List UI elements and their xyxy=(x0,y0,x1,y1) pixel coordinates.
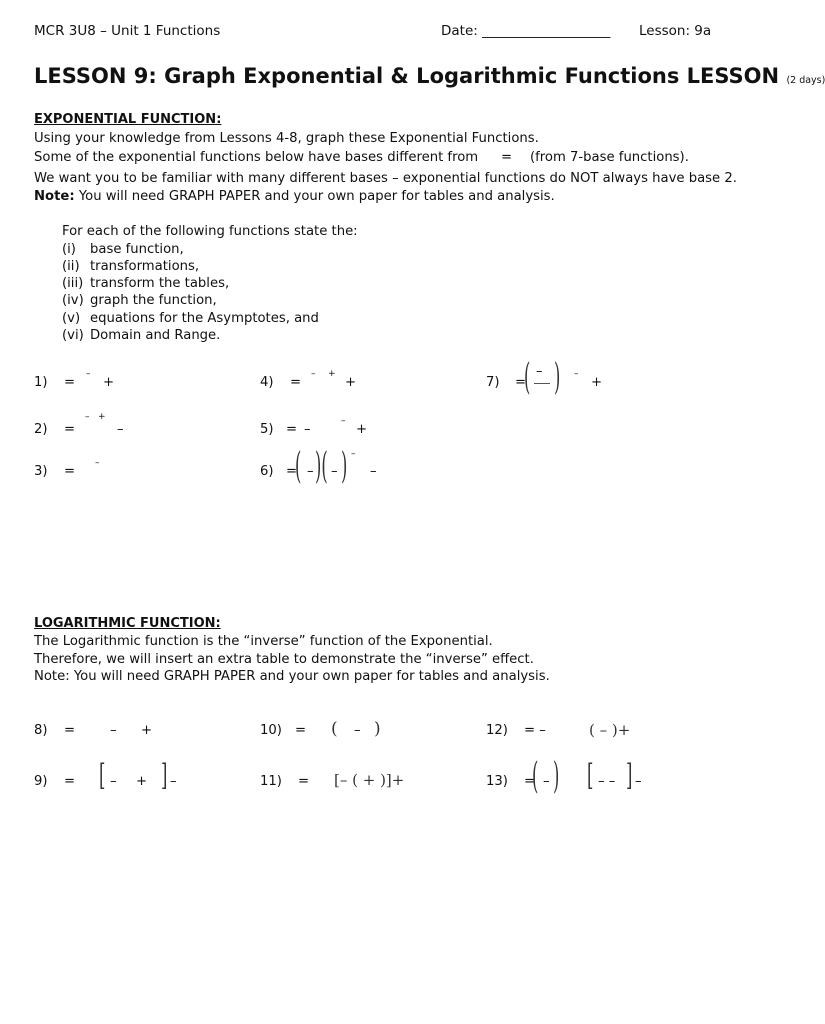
problem-9-number: 9) xyxy=(34,774,48,789)
instruction-item: (iii) transform the tables, xyxy=(62,276,230,291)
problem-10-equals: = xyxy=(295,723,307,738)
problem-5-exponent: – xyxy=(341,416,346,426)
problem-13-paren-open: ( xyxy=(532,756,539,797)
problem-8-term-a: – xyxy=(110,723,117,738)
problem-4-number: 4) xyxy=(260,375,274,390)
problem-6-paren-open: ( xyxy=(295,446,302,487)
problem-4-equals: = xyxy=(290,375,302,390)
problem-7-exponent: – xyxy=(574,369,579,379)
problem-12-number: 12) xyxy=(486,723,508,738)
instruction-item: (ii) transformations, xyxy=(62,259,200,274)
problem-9-term-b: + xyxy=(136,774,148,789)
problem-11-equals: = xyxy=(298,774,310,789)
problem-7-paren-close: ) xyxy=(554,357,561,398)
problem-5-operator: + xyxy=(356,422,368,437)
problem-2-equals: = xyxy=(64,422,76,437)
problem-9-bracket-close: ] xyxy=(161,758,168,793)
problem-7-fraction-bar xyxy=(534,383,550,384)
course-label: MCR 3U8 – Unit 1 Functions xyxy=(34,23,221,39)
problem-13-equals: = xyxy=(524,774,536,789)
problem-8-number: 8) xyxy=(34,723,48,738)
problem-6-paren-close: ) xyxy=(341,446,348,487)
problem-2-exponent-a: – xyxy=(85,412,90,422)
problem-12-equals: = – xyxy=(524,723,546,738)
problem-9-term-a: – xyxy=(110,774,117,789)
problem-13-number: 13) xyxy=(486,774,508,789)
problem-10-paren-open: ( xyxy=(331,719,338,739)
problem-6-inner-a: – xyxy=(307,464,314,479)
problem-10-term: – xyxy=(354,723,361,738)
problem-10-number: 10) xyxy=(260,723,282,738)
problem-13-paren-close: ) xyxy=(553,756,560,797)
problem-3-number: 3) xyxy=(34,464,48,479)
exp-line-1: Using your knowledge from Lessons 4-8, graph these Exponential Functions. xyxy=(34,131,539,146)
problem-11-expression: [– ( + )]+ xyxy=(334,771,405,789)
problem-6-number: 6) xyxy=(260,464,274,479)
problem-1-exponent: – xyxy=(86,369,91,379)
problem-1-equals: = xyxy=(64,375,76,390)
problem-3-exponent: – xyxy=(95,458,100,468)
problem-5-equals: = xyxy=(286,422,298,437)
instruction-item: (i) base function, xyxy=(62,242,184,257)
problem-7-paren-open: ( xyxy=(524,357,531,398)
date-field: Date: ___________________ xyxy=(441,23,611,39)
problem-10-paren-close: ) xyxy=(374,719,381,739)
exponential-heading: EXPONENTIAL FUNCTION: xyxy=(34,112,222,127)
exp-line-2b: = xyxy=(501,150,513,165)
problem-11-number: 11) xyxy=(260,774,282,789)
problem-4-operator: + xyxy=(345,375,357,390)
problem-9-bracket-open: [ xyxy=(99,758,106,793)
exp-line-2 xyxy=(34,150,478,165)
problem-8-term-b: + xyxy=(141,723,153,738)
problem-7-fraction: – xyxy=(536,364,543,379)
problem-2-operator: – xyxy=(117,422,124,437)
problem-13-bracket-close: ] xyxy=(626,758,633,793)
problem-9-term-c: – xyxy=(170,774,177,789)
exp-line-3: We want you to be familiar with many different bases – exponential functions do NOT always have base 2. xyxy=(34,171,737,186)
problem-6-inner-b: – xyxy=(331,464,338,479)
exp-line-2a: Some of the exponential functions below have bases different from xyxy=(34,150,479,165)
log-line-1: The Logarithmic function is the “inverse” function of the Exponential. xyxy=(34,634,493,649)
problem-13-bracket-open: [ xyxy=(587,758,594,793)
problem-5-minus: – xyxy=(304,422,311,437)
problem-8-equals: = xyxy=(64,723,76,738)
exp-note-label: Note: xyxy=(34,189,75,204)
problem-3-equals: = xyxy=(64,464,76,479)
instruction-item: (iv) graph the function, xyxy=(62,293,217,308)
problem-7-operator: + xyxy=(591,375,603,390)
logarithmic-heading: LOGARITHMIC FUNCTION: xyxy=(34,616,221,631)
lesson-label: Lesson: 9a xyxy=(639,23,712,39)
problem-6-equals: = xyxy=(286,464,298,479)
problem-2-number: 2) xyxy=(34,422,48,437)
problem-4-exponent-a: – xyxy=(311,369,316,379)
problem-9-equals: = xyxy=(64,774,76,789)
problem-13-term-b: – – xyxy=(598,774,616,789)
problem-13-term-a: – xyxy=(543,774,550,789)
exp-note xyxy=(34,189,555,204)
instructions-intro: For each of the following functions state the: xyxy=(62,224,358,239)
page-title xyxy=(34,64,825,88)
title-main: LESSON 9: Graph Exponential & Logarithmic Functions LESSON xyxy=(34,64,780,88)
problem-6-operator: – xyxy=(370,464,377,479)
exp-note-text: You will need GRAPH PAPER and your own paper for tables and analysis. xyxy=(74,189,555,204)
instruction-item: (vi) Domain and Range. xyxy=(62,328,221,343)
problem-7-equals: = xyxy=(515,375,527,390)
problem-7-number: 7) xyxy=(486,375,500,390)
log-line-2: Therefore, we will insert an extra table to demonstrate the “inverse” effect. xyxy=(34,652,534,667)
problem-5-number: 5) xyxy=(260,422,274,437)
problem-1-operator: + xyxy=(103,375,115,390)
instruction-item: (v) equations for the Asymptotes, and xyxy=(62,311,319,326)
problem-2-exponent-b: + xyxy=(98,412,106,422)
problem-4-exponent-b: + xyxy=(328,369,336,379)
problem-6-paren-mid: )( xyxy=(315,446,328,487)
problem-13-term-c: – xyxy=(635,774,642,789)
log-line-3: Note: You will need GRAPH PAPER and your own paper for tables and analysis. xyxy=(34,669,550,684)
problem-6-exponent: – xyxy=(351,449,356,459)
exp-line-2c: (from 7-base functions). xyxy=(530,150,689,165)
problem-12-expression: ( – )+ xyxy=(589,721,631,739)
problem-1-number: 1) xyxy=(34,375,48,390)
title-duration: (2 days) xyxy=(786,75,825,86)
